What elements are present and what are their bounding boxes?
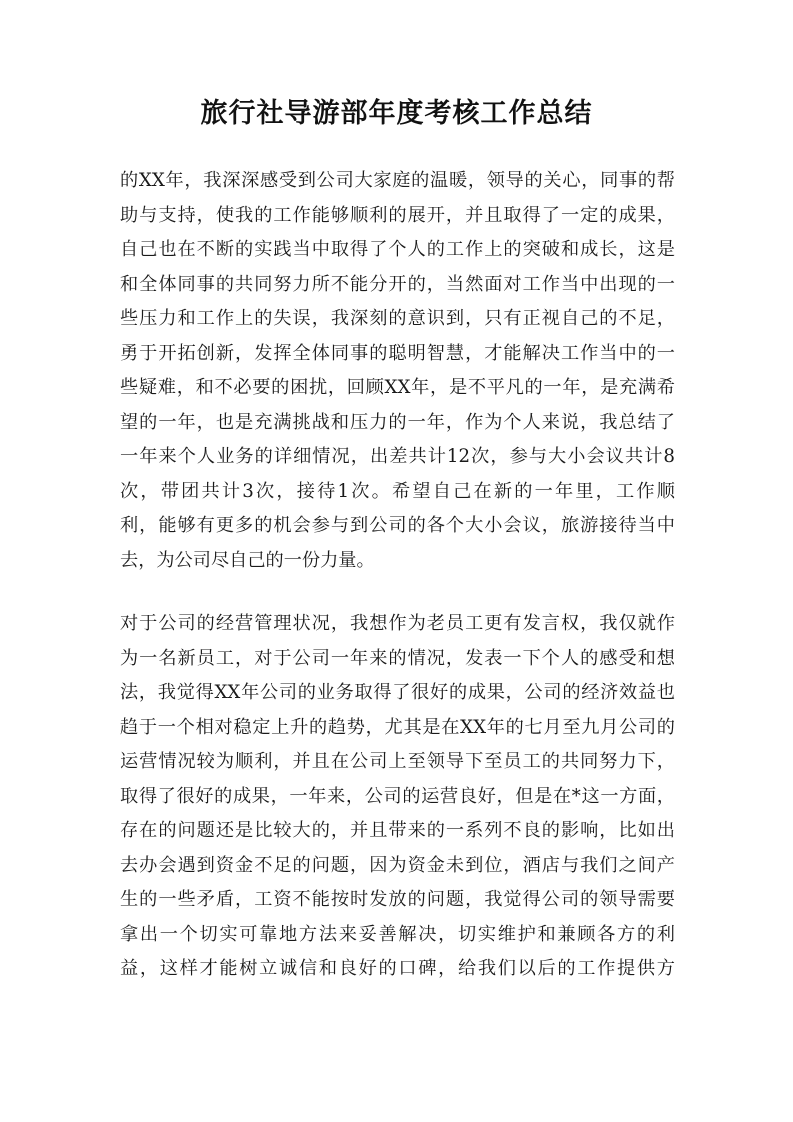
text-line: 为一名新员工，对于公司一年来的情况，发表一下个人的感受和想	[120, 647, 675, 669]
text-line: 对于公司的经营管理状况，我想作为老员工更有发言权，我仅就作	[120, 613, 675, 634]
text-line: 益，这样才能树立诚信和良好的口碑，给我们以后的工作提供方	[120, 958, 675, 979]
text-line: 法，我觉得XX年公司的业务取得了很好的成果，公司的经济效益也	[120, 682, 675, 703]
text-line: 望的一年，也是充满挑战和压力的一年，作为个人来说，我总结了	[120, 411, 675, 433]
text-line: 趋于一个相对稳定上升的趋势，尤其是在XX年的七月至九月公司的	[120, 716, 675, 738]
text-line: 些疑难，和不必要的困扰，回顾XX年，是不平凡的一年，是充满希	[120, 377, 675, 398]
text-line: 和全体同事的共同努力所不能分开的，当然面对工作当中出现的一	[120, 273, 675, 295]
text-line: 存在的问题还是比较大的，并且带来的一系列不良的影响，比如出	[120, 820, 675, 841]
text-line: 一年来个人业务的详细情况，出差共计12次，参与大小会议共计8	[120, 446, 675, 467]
text-line: 自己也在不断的实践当中取得了个人的工作上的突破和成长，这是	[120, 239, 675, 260]
text-line: 取得了很好的成果，一年来，公司的运营良好，但是在*这一方面，	[120, 785, 675, 807]
paragraph-2	[120, 607, 675, 987]
text-line: 运营情况较为顺利，并且在公司上至领导下至员工的共同努力下，	[120, 751, 675, 772]
text-line: 的XX年，我深深感受到公司大家庭的温暖，领导的关心，同事的帮	[120, 170, 675, 191]
paragraph-1	[120, 164, 675, 578]
text-line: 次，带团共计3次，接待1次。希望自己在新的一年里，工作顺	[120, 480, 675, 502]
text-line: 拿出一个切实可靠地方法来妥善解决，切实维护和兼顾各方的利	[120, 923, 675, 945]
text-line: 去，为公司尽自己的一份力量。	[120, 549, 375, 571]
text-line: 利，能够有更多的机会参与到公司的各个大小会议，旅游接待当中	[120, 515, 675, 536]
text-line: 勇于开拓创新，发挥全体同事的聪明智慧，才能解决工作当中的一	[120, 342, 675, 364]
text-line: 助与支持，使我的工作能够顺利的展开，并且取得了一定的成果，	[120, 204, 675, 226]
text-line: 去办会遇到资金不足的问题，因为资金未到位，酒店与我们之间产	[120, 854, 675, 876]
document-title: 旅行社导游部年度考核工作总结	[200, 98, 593, 129]
text-line: 生的一些矛盾，工资不能按时发放的问题，我觉得公司的领导需要	[120, 889, 675, 910]
text-line: 些压力和工作上的失误，我深刻的意识到，只有正视自己的不足，	[120, 308, 675, 329]
